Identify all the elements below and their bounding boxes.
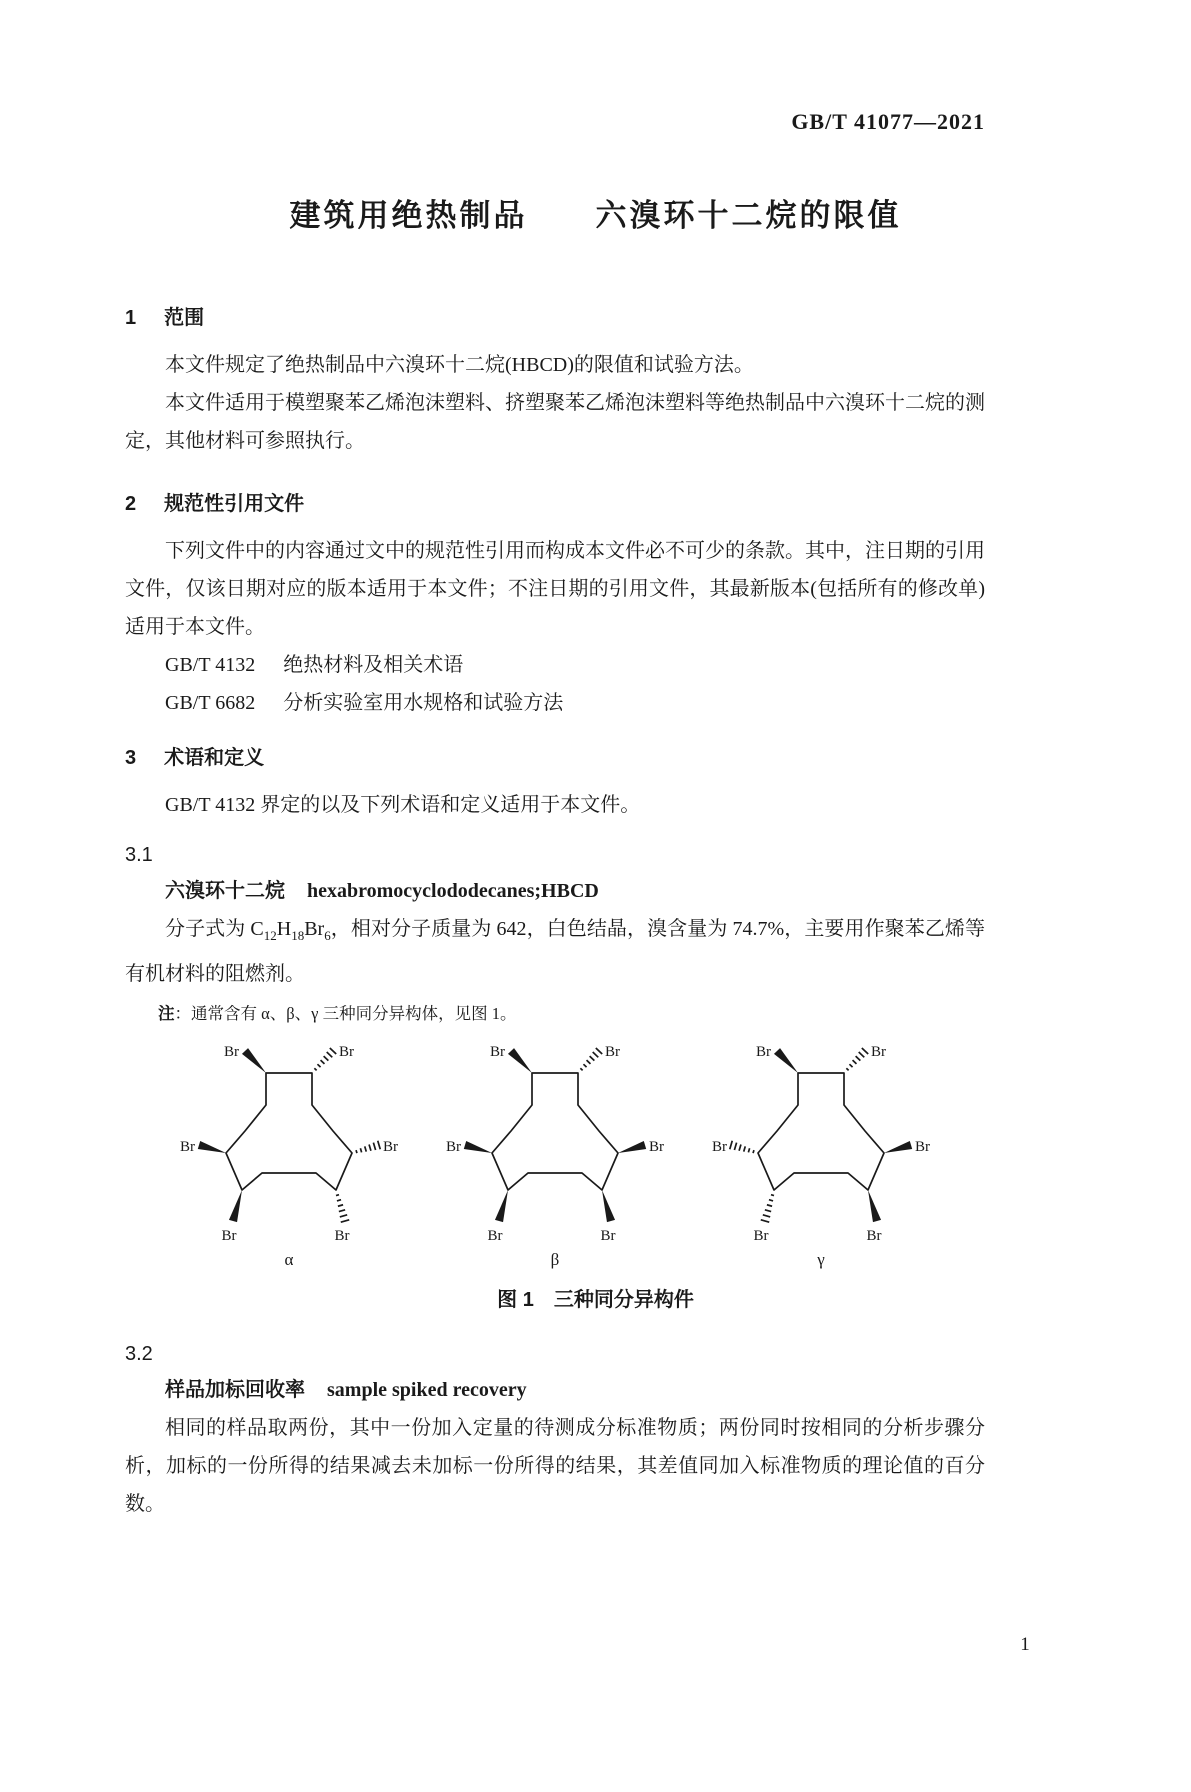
hash-bond: [761, 1220, 769, 1222]
bromine-atom-label: Br: [383, 1139, 398, 1155]
figure-1-caption: [0, 1285, 1191, 1315]
formula-text: Br: [304, 918, 325, 940]
wedge-bond: [508, 1048, 532, 1073]
section-number: 1: [125, 307, 137, 329]
bromine-atom-label: Br: [605, 1044, 620, 1060]
formula-subscript: 18: [291, 928, 305, 943]
bromine-atom-label: Br: [224, 1044, 239, 1060]
term-chinese: 六溴环十二烷: [165, 880, 285, 902]
scope-paragraph-1: 本文件规定了绝热制品中六溴环十二烷(HBCD)的限值和试验方法。: [165, 354, 754, 376]
hash-bond: [856, 1056, 861, 1061]
hash-bond: [338, 1205, 343, 1207]
hash-bond: [580, 1068, 582, 1070]
bromine-atom-label: Br: [490, 1044, 505, 1060]
molecule-diagram: [430, 1035, 680, 1247]
content-column: [125, 108, 985, 1523]
bromine-atom-label: Br: [221, 1228, 237, 1244]
wedge-bond: [198, 1141, 226, 1153]
hash-bond: [763, 1215, 770, 1217]
hash-bond: [846, 1068, 848, 1070]
term-entry-spiked-recovery: [125, 1373, 985, 1407]
term-english: sample spiked recovery: [327, 1379, 527, 1401]
figure-1-isomer-structures: [125, 1035, 985, 1271]
formula-text: 分子式为 C: [165, 918, 264, 940]
clause-number-3-1: 3.1: [125, 844, 153, 866]
formula-subscript: 12: [263, 928, 277, 943]
hash-bond: [744, 1146, 746, 1151]
section-1-heading: [125, 304, 985, 332]
section-2-heading: [125, 490, 985, 518]
clause-number-3-2: 3.2: [125, 1343, 153, 1365]
hash-bond: [593, 1052, 599, 1057]
hash-bond: [765, 1210, 771, 1212]
hash-bond: [327, 1052, 333, 1057]
normative-references-paragraph: 下列文件中的内容通过文中的规范性引用而构成本文件必不可少的条款。其中，注日期的引用文件，仅该日期对应的版本适用于本文件；不注日期的引用文件，其最新版本(包括所有的修改单)适用于本文件。: [125, 540, 985, 638]
isomer-label: β: [550, 1250, 560, 1269]
reference-item: [125, 646, 985, 684]
hash-bond: [341, 1220, 349, 1222]
hash-bond: [337, 1200, 341, 1201]
section-number: 2: [125, 493, 137, 515]
hash-bond: [314, 1068, 316, 1070]
hash-bond: [336, 1195, 339, 1196]
figure-label: 图 1: [497, 1289, 534, 1311]
hash-bond: [378, 1141, 381, 1149]
hash-bond: [753, 1150, 754, 1153]
formula-text: H: [276, 918, 292, 940]
section-title: 术语和定义: [164, 747, 265, 769]
hash-bond: [862, 1048, 868, 1054]
hash-bond: [767, 1205, 772, 1207]
cyclododecane-ring: [758, 1073, 884, 1190]
isomer-label: α: [284, 1250, 294, 1269]
definition-text: ，相对分子质量为 642，白色结晶，溴含量为 74.7%，主要用作聚苯乙烯等有机材料的阻燃剂。: [125, 918, 985, 985]
note-line: [125, 999, 985, 1029]
wedge-bond: [602, 1190, 615, 1222]
wedge-bond: [229, 1190, 242, 1222]
hash-bond: [730, 1141, 733, 1149]
term-english: hexabromocyclododecanes;HBCD: [307, 880, 599, 902]
hash-bond: [853, 1060, 857, 1064]
spiked-recovery-definition: 相同的样品取两份，其中一份加入定量的待测成分标准物质；两份同时按相同的分析步骤分析，加标的一份所得的结果减去未加标一份所得的结果，其差值同加入标准物质的理论值的百分数。: [125, 1417, 985, 1515]
isomer-structure-beta: [430, 1035, 680, 1271]
term-entry-hbcd: [125, 874, 985, 908]
terms-intro-paragraph: GB/T 4132 界定的以及下列术语和定义适用于本文件。: [165, 794, 641, 816]
isomer-structure-alpha: [164, 1035, 414, 1271]
standard-document-page: [0, 108, 1191, 1792]
bromine-atom-label: Br: [756, 1044, 771, 1060]
bromine-atom-label: Br: [712, 1139, 727, 1155]
bromine-atom-label: Br: [487, 1228, 503, 1244]
hash-bond: [859, 1052, 865, 1057]
reference-code: GB/T 6682: [165, 692, 256, 714]
hash-bond: [748, 1148, 749, 1152]
cyclododecane-ring: [226, 1073, 352, 1190]
hash-bond: [587, 1060, 591, 1064]
molecule-diagram: [696, 1035, 946, 1247]
wedge-bond: [495, 1190, 508, 1222]
wedge-bond: [464, 1141, 492, 1153]
hash-bond: [324, 1056, 329, 1061]
bromine-atom-label: Br: [649, 1139, 664, 1155]
section-title: 范围: [164, 307, 205, 329]
scope-paragraph-2: 本文件适用于模塑聚苯乙烯泡沫塑料、挤塑聚苯乙烯泡沫塑料等绝热制品中六溴环十二烷的测定，其他材料可参照执行。: [125, 392, 985, 452]
cyclododecane-ring: [492, 1073, 618, 1190]
hash-bond: [369, 1145, 371, 1151]
hash-bond: [317, 1064, 320, 1067]
section-3-heading: [125, 744, 985, 772]
wedge-bond: [618, 1141, 646, 1153]
bromine-atom-label: Br: [339, 1044, 354, 1060]
bromine-atom-label: Br: [871, 1044, 886, 1060]
bromine-atom-label: Br: [866, 1228, 882, 1244]
section-title: 规范性引用文件: [164, 493, 305, 515]
bromine-atom-label: Br: [446, 1139, 461, 1155]
reference-title: 绝热材料及相关术语: [283, 654, 464, 676]
hash-bond: [339, 1210, 345, 1212]
document-title: 建筑用绝热制品 六溴环十二烷的限值: [289, 198, 902, 233]
hash-bond: [849, 1064, 852, 1067]
hash-bond: [330, 1048, 336, 1054]
reference-code: GB/T 4132: [165, 654, 256, 676]
hash-bond: [583, 1064, 586, 1067]
hash-bond: [739, 1145, 741, 1151]
molecule-diagram: [164, 1035, 414, 1247]
hash-bond: [596, 1048, 602, 1054]
term-chinese: 样品加标回收率: [165, 1379, 305, 1401]
isomer-label: γ: [817, 1250, 825, 1269]
wedge-bond: [242, 1048, 266, 1073]
bromine-atom-label: Br: [180, 1139, 195, 1155]
figure-title: 三种同分异构件: [553, 1289, 694, 1311]
hbcd-definition-paragraph: [125, 910, 985, 993]
hash-bond: [734, 1143, 736, 1150]
note-label: 注: [158, 1005, 175, 1023]
bromine-atom-label: Br: [334, 1228, 350, 1244]
hash-bond: [365, 1146, 367, 1151]
note-text: ：通常含有 α、β、γ 三种同分异构体，见图 1。: [174, 1004, 517, 1023]
hash-bond: [373, 1143, 375, 1150]
bromine-atom-label: Br: [753, 1228, 769, 1244]
reference-item: [125, 684, 985, 722]
bromine-atom-label: Br: [600, 1228, 616, 1244]
formula-subscript: 6: [324, 928, 331, 943]
hash-bond: [590, 1056, 595, 1061]
hash-bond: [340, 1215, 347, 1217]
isomer-structure-gamma: [696, 1035, 946, 1271]
wedge-bond: [884, 1141, 912, 1153]
bromine-atom-label: Br: [915, 1139, 930, 1155]
standard-code: GB/T 41077—2021: [791, 109, 985, 134]
hash-bond: [356, 1150, 357, 1153]
wedge-bond: [868, 1190, 881, 1222]
hash-bond: [360, 1148, 361, 1152]
hash-bond: [321, 1060, 325, 1064]
hash-bond: [769, 1200, 773, 1201]
page-number: 1: [1020, 1634, 1030, 1655]
wedge-bond: [774, 1048, 798, 1073]
section-number: 3: [125, 747, 137, 769]
reference-title: 分析实验室用水规格和试验方法: [283, 692, 564, 714]
hash-bond: [771, 1195, 774, 1196]
